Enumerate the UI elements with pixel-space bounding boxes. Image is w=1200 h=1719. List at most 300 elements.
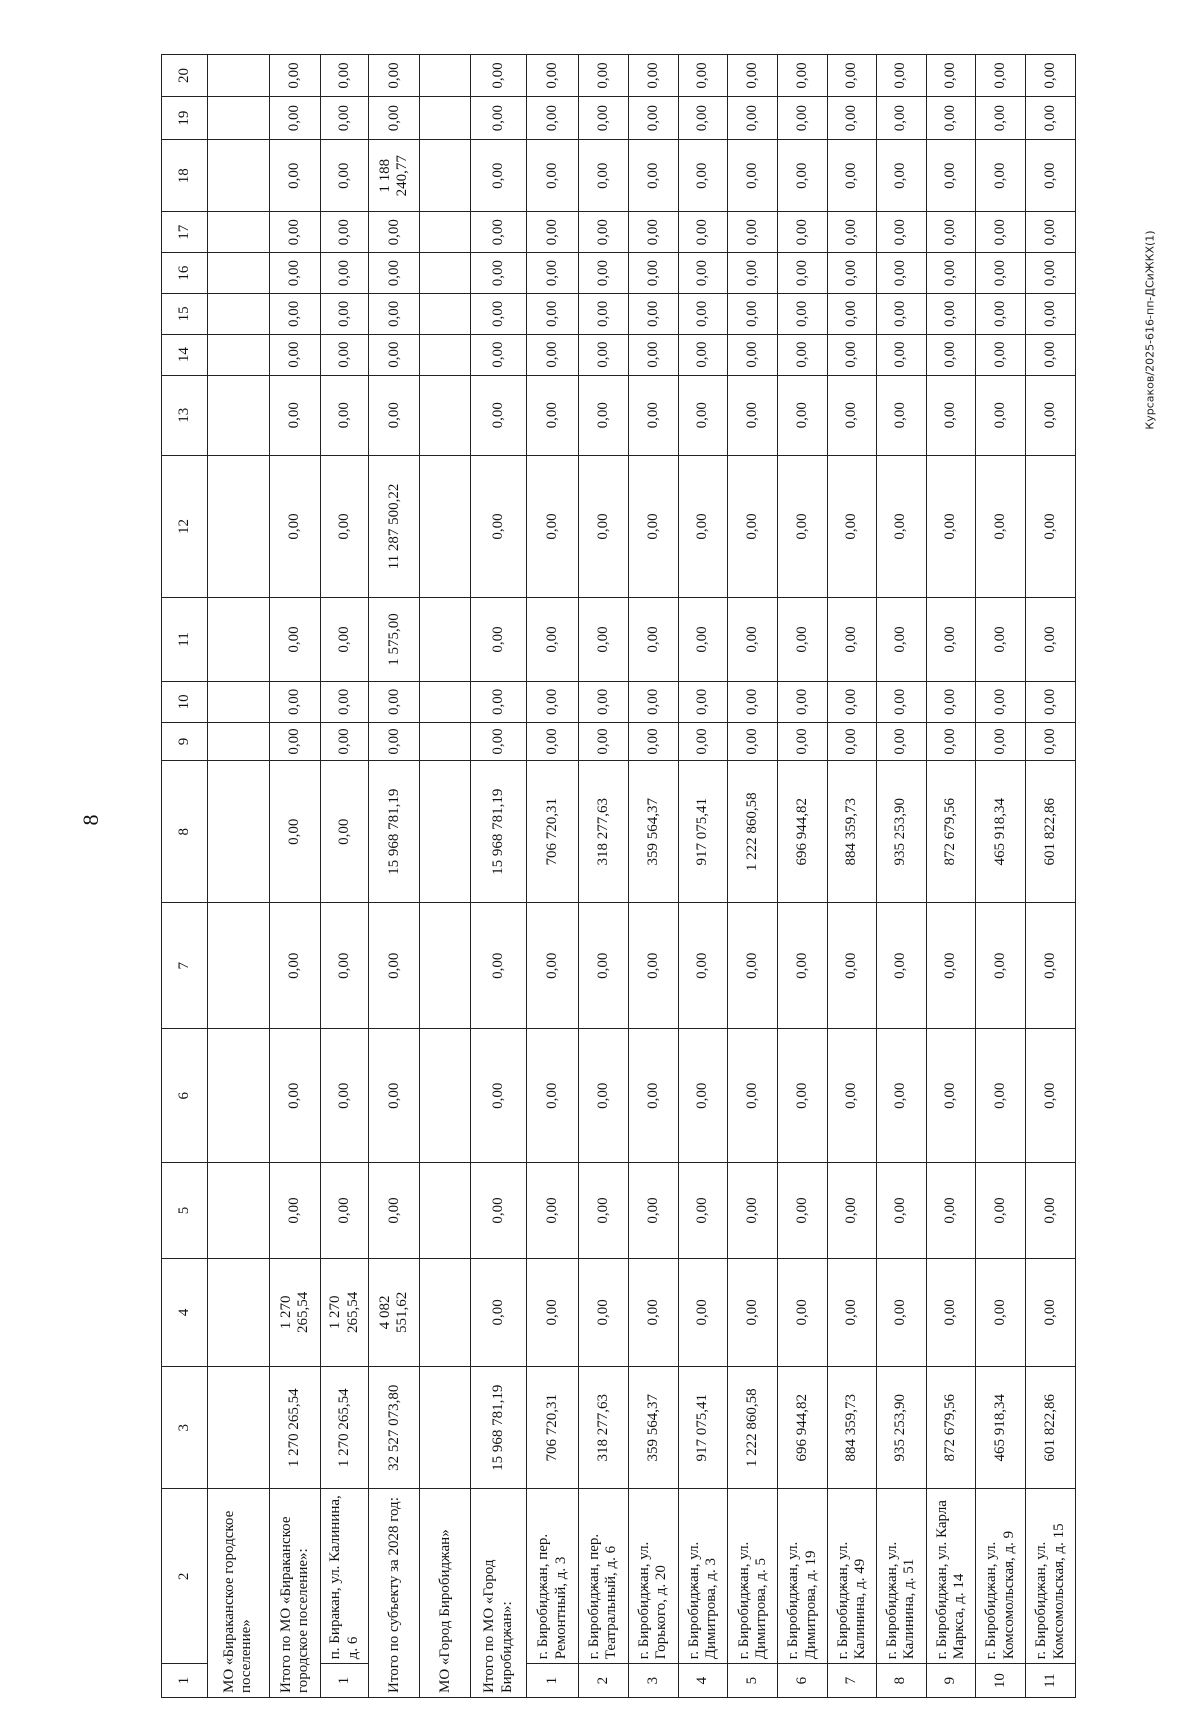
value-cell: 0,00 xyxy=(827,140,876,212)
value-cell: 0,00 xyxy=(678,455,728,597)
section-row xyxy=(207,55,269,1698)
empty-cell xyxy=(420,681,471,722)
row-number: 9 xyxy=(926,1664,976,1698)
value-cell: 0,00 xyxy=(628,455,678,597)
value-cell xyxy=(369,253,420,294)
value-cell xyxy=(369,681,420,722)
value-cell: 0,00 xyxy=(527,1029,579,1163)
table-header-row xyxy=(162,55,208,1698)
value-cell: 0,00 xyxy=(678,903,728,1029)
value-cell: 0,00 xyxy=(976,1258,1026,1366)
value-cell: 0,00 xyxy=(876,598,926,682)
value-cell xyxy=(628,681,678,722)
value-cell: 0,00 xyxy=(827,55,876,97)
value-cell: 1 222 860,58 xyxy=(728,761,778,903)
value-cell: 0,00 xyxy=(527,375,579,455)
value-cell xyxy=(320,722,369,760)
table-row xyxy=(976,55,1026,1698)
value-part: 0,00 xyxy=(335,219,352,246)
table-row xyxy=(320,55,369,1698)
value-part: 0,00 xyxy=(942,341,959,368)
value-part: 0,00 xyxy=(286,341,303,368)
value-part: 0,00 xyxy=(1041,259,1058,287)
value-cell: 0,00 xyxy=(728,375,778,455)
empty-cell xyxy=(420,1367,471,1489)
page-number: 8 xyxy=(78,814,103,826)
value-cell: 0,00 xyxy=(320,97,369,140)
table-row xyxy=(1026,55,1076,1698)
empty-cell xyxy=(207,293,269,334)
table-row xyxy=(926,55,976,1698)
empty-cell xyxy=(420,722,471,760)
document-reference-text: Курсаков/2025-616-пп-ДСиЖКХ(1) xyxy=(1143,230,1157,430)
empty-cell xyxy=(420,334,471,375)
value-part: 4 082 xyxy=(377,1295,394,1330)
value-part: 0,00 xyxy=(335,259,352,287)
value-cell: 0,00 xyxy=(1026,1258,1076,1366)
value-part: 0,00 xyxy=(543,728,560,755)
value-cell: 0,00 xyxy=(527,1163,579,1259)
row-number: 5 xyxy=(728,1664,778,1698)
value-cell: 0,00 xyxy=(578,1163,628,1259)
value-part: 0,00 xyxy=(843,300,860,327)
value-part: 0,00 xyxy=(942,259,959,287)
value-cell: 0,00 xyxy=(471,1258,527,1366)
value-cell: 0,00 xyxy=(678,97,728,140)
address-cell: г. Биробиджан, пер. Ремонтный, д. 3 xyxy=(527,1489,579,1664)
value-cell: 0,00 xyxy=(578,55,628,97)
value-cell: 0,00 xyxy=(926,375,976,455)
value-cell: 0,00 xyxy=(628,1258,678,1366)
total-row xyxy=(369,55,420,1698)
value-part: 0,00 xyxy=(594,259,611,287)
table-row xyxy=(827,55,876,1698)
value-cell: 0,00 xyxy=(926,97,976,140)
value-cell: 0,00 xyxy=(1026,97,1076,140)
value-cell: 465 918,34 xyxy=(976,1367,1026,1489)
value-part: 0,00 xyxy=(543,688,560,715)
value-part: 0,00 xyxy=(793,219,810,246)
value-cell xyxy=(628,212,678,253)
value-cell: 0,00 xyxy=(678,1258,728,1366)
column-number-header: 2 xyxy=(162,1489,208,1664)
value-cell: 0,00 xyxy=(778,375,828,455)
value-part: 0,00 xyxy=(694,300,711,327)
value-part: 0,00 xyxy=(843,259,860,287)
value-cell: 0,00 xyxy=(1026,598,1076,682)
value-cell: 0,00 xyxy=(728,97,778,140)
value-cell xyxy=(1026,212,1076,253)
value-cell xyxy=(369,212,420,253)
value-cell xyxy=(976,722,1026,760)
value-cell xyxy=(1026,681,1076,722)
empty-cell xyxy=(420,140,471,212)
value-cell: 0,00 xyxy=(728,55,778,97)
column-number-header: 15 xyxy=(162,293,208,334)
value-part: 0,00 xyxy=(793,688,810,715)
value-cell: 0,00 xyxy=(1026,140,1076,212)
value-cell: 0,00 xyxy=(369,375,420,455)
column-number-header: 7 xyxy=(162,903,208,1029)
total-label: Итого по МО «Город Биробиджан»: xyxy=(471,1489,527,1698)
column-number-header: 19 xyxy=(162,97,208,140)
value-part: 0,00 xyxy=(1041,219,1058,246)
column-number-header: 18 xyxy=(162,140,208,212)
value-part: 0,00 xyxy=(1041,688,1058,715)
value-cell: 0,00 xyxy=(578,1029,628,1163)
total-row xyxy=(269,55,320,1698)
empty-cell xyxy=(207,212,269,253)
value-cell: 0,00 xyxy=(678,140,728,212)
value-cell: 0,00 xyxy=(269,97,320,140)
value-cell: 0,00 xyxy=(527,1258,579,1366)
column-number-header: 12 xyxy=(162,455,208,597)
value-cell: 0,00 xyxy=(876,903,926,1029)
empty-cell xyxy=(207,1029,269,1163)
value-cell: 0,00 xyxy=(926,140,976,212)
value-cell: 0,00 xyxy=(728,903,778,1029)
value-cell: 0,00 xyxy=(778,598,828,682)
value-cell: 0,00 xyxy=(320,140,369,212)
empty-cell xyxy=(207,598,269,682)
value-part: 0,00 xyxy=(594,728,611,755)
value-cell: 0,00 xyxy=(269,598,320,682)
value-cell xyxy=(269,722,320,760)
value-cell xyxy=(926,334,976,375)
empty-cell xyxy=(420,97,471,140)
value-cell xyxy=(728,212,778,253)
value-cell: 318 277,63 xyxy=(578,1367,628,1489)
value-cell: 0,00 xyxy=(578,140,628,212)
value-cell: 0,00 xyxy=(320,903,369,1029)
value-part: 0,00 xyxy=(385,259,402,287)
table-row xyxy=(728,55,778,1698)
column-number-header: 9 xyxy=(162,722,208,760)
value-part: 0,00 xyxy=(942,219,959,246)
value-cell: 0,00 xyxy=(1026,375,1076,455)
empty-cell xyxy=(420,761,471,903)
value-cell: 15 968 781,19 xyxy=(471,761,527,903)
value-cell: 0,00 xyxy=(320,598,369,682)
value-cell: 0,00 xyxy=(778,140,828,212)
empty-cell xyxy=(420,293,471,334)
value-part: 0,00 xyxy=(543,300,560,327)
value-cell: 0,00 xyxy=(876,140,926,212)
value-cell xyxy=(578,253,628,294)
column-number-header: 14 xyxy=(162,334,208,375)
value-cell xyxy=(471,681,527,722)
value-cell: 0,00 xyxy=(1026,455,1076,597)
address-cell: г. Биробиджан, ул. Калинина, д. 49 xyxy=(827,1489,876,1664)
address-cell: г. Биробиджан, ул. Комсомольская, д. 15 xyxy=(1026,1489,1076,1664)
value-cell xyxy=(269,1258,320,1366)
value-cell: 0,00 xyxy=(628,1163,678,1259)
value-cell xyxy=(1026,293,1076,334)
value-cell xyxy=(876,212,926,253)
value-part: 240,77 xyxy=(394,155,411,197)
address-cell: г. Биробиджан, пер. Театральный, д. 6 xyxy=(578,1489,628,1664)
row-number: 3 xyxy=(628,1664,678,1698)
value-cell xyxy=(628,722,678,760)
value-cell: 0,00 xyxy=(369,1029,420,1163)
value-cell: 0,00 xyxy=(628,598,678,682)
value-cell: 696 944,82 xyxy=(778,761,828,903)
value-cell xyxy=(926,681,976,722)
value-cell xyxy=(471,253,527,294)
value-cell: 696 944,82 xyxy=(778,1367,828,1489)
row-number: 1 xyxy=(527,1664,579,1698)
empty-cell xyxy=(207,55,269,97)
value-cell xyxy=(827,253,876,294)
value-part: 0,00 xyxy=(744,688,761,715)
value-cell xyxy=(926,722,976,760)
value-part: 0,00 xyxy=(992,300,1009,327)
address-cell: г. Биробиджан, ул. Горького, д. 20 xyxy=(628,1489,678,1664)
value-part: 0,00 xyxy=(594,341,611,368)
value-cell: 0,00 xyxy=(876,1163,926,1259)
value-cell xyxy=(1026,253,1076,294)
value-cell: 601 822,86 xyxy=(1026,1367,1076,1489)
value-cell xyxy=(369,334,420,375)
value-cell: 0,00 xyxy=(976,140,1026,212)
value-part: 0,00 xyxy=(335,341,352,368)
value-cell: 0,00 xyxy=(827,1029,876,1163)
column-number-header: 10 xyxy=(162,681,208,722)
row-number: 2 xyxy=(578,1664,628,1698)
value-part: 0,00 xyxy=(1041,341,1058,368)
empty-cell xyxy=(207,253,269,294)
value-cell xyxy=(320,334,369,375)
value-part: 0,00 xyxy=(942,728,959,755)
value-cell: 0,00 xyxy=(778,903,828,1029)
value-cell xyxy=(320,253,369,294)
row-number: 8 xyxy=(876,1664,926,1698)
value-part: 265,54 xyxy=(294,1291,311,1334)
rotated-table-frame xyxy=(161,54,1076,1698)
row-number: 11 xyxy=(1026,1664,1076,1698)
value-cell: 0,00 xyxy=(471,598,527,682)
value-cell xyxy=(976,334,1026,375)
value-cell xyxy=(369,1258,420,1366)
value-cell: 0,00 xyxy=(1026,55,1076,97)
value-cell xyxy=(471,334,527,375)
value-cell: 0,00 xyxy=(678,375,728,455)
value-cell: 0,00 xyxy=(728,1258,778,1366)
value-cell: 0,00 xyxy=(1026,903,1076,1029)
empty-cell xyxy=(207,455,269,597)
value-cell xyxy=(678,212,728,253)
value-cell: 0,00 xyxy=(976,1029,1026,1163)
value-cell: 0,00 xyxy=(678,598,728,682)
value-cell: 0,00 xyxy=(578,598,628,682)
value-cell xyxy=(728,253,778,294)
value-cell: 0,00 xyxy=(1026,1163,1076,1259)
value-cell xyxy=(1026,334,1076,375)
value-part: 0,00 xyxy=(644,728,661,755)
value-cell xyxy=(678,334,728,375)
value-cell: 0,00 xyxy=(976,1163,1026,1259)
value-cell: 0,00 xyxy=(778,455,828,597)
value-part: 0,00 xyxy=(385,341,402,368)
value-cell: 0,00 xyxy=(471,140,527,212)
value-cell: 0,00 xyxy=(678,1029,728,1163)
value-part: 0,00 xyxy=(793,341,810,368)
value-cell: 0,00 xyxy=(876,375,926,455)
value-cell: 0,00 xyxy=(926,1258,976,1366)
value-cell xyxy=(471,293,527,334)
empty-cell xyxy=(207,1258,269,1366)
value-cell: 0,00 xyxy=(926,1029,976,1163)
value-part: 0,00 xyxy=(335,688,352,715)
value-cell: 0,00 xyxy=(926,455,976,597)
empty-cell xyxy=(207,334,269,375)
empty-cell xyxy=(207,722,269,760)
value-part: 0,00 xyxy=(992,341,1009,368)
value-cell: 884 359,73 xyxy=(827,1367,876,1489)
value-cell xyxy=(976,212,1026,253)
value-cell xyxy=(369,293,420,334)
value-part: 0,00 xyxy=(793,300,810,327)
empty-cell xyxy=(207,903,269,1029)
row-number: 1 xyxy=(320,1664,369,1698)
value-cell: 0,00 xyxy=(926,903,976,1029)
column-number-header: 8 xyxy=(162,761,208,903)
document-reference-label xyxy=(1138,180,1162,480)
value-cell: 0,00 xyxy=(876,455,926,597)
value-part: 0,00 xyxy=(843,341,860,368)
address-cell: г. Биробиджан, ул. Калинина, д. 51 xyxy=(876,1489,926,1664)
value-cell: 0,00 xyxy=(976,55,1026,97)
value-part: 0,00 xyxy=(489,259,506,287)
value-cell: 706 720,31 xyxy=(527,1367,579,1489)
value-cell xyxy=(926,253,976,294)
value-cell xyxy=(471,212,527,253)
value-part: 0,00 xyxy=(286,300,303,327)
value-cell xyxy=(527,334,579,375)
value-part: 265,54 xyxy=(344,1291,361,1334)
value-cell xyxy=(527,722,579,760)
section-title: МО «Город Биробиджан» xyxy=(420,1489,471,1698)
value-cell: 0,00 xyxy=(269,375,320,455)
value-cell xyxy=(578,293,628,334)
value-cell xyxy=(778,253,828,294)
section-title: МО «Бираканское городское поселение» xyxy=(207,1489,269,1698)
value-cell: 0,00 xyxy=(827,598,876,682)
value-cell: 0,00 xyxy=(369,903,420,1029)
value-cell: 0,00 xyxy=(269,1163,320,1259)
value-cell xyxy=(269,293,320,334)
value-part: 0,00 xyxy=(286,219,303,246)
value-part: 0,00 xyxy=(1041,728,1058,755)
value-part: 1 270 xyxy=(277,1295,294,1330)
value-cell: 0,00 xyxy=(628,97,678,140)
value-cell: 0,00 xyxy=(269,55,320,97)
value-cell xyxy=(628,293,678,334)
value-cell xyxy=(578,681,628,722)
value-cell: 917 075,41 xyxy=(678,1367,728,1489)
value-cell xyxy=(827,681,876,722)
value-cell xyxy=(320,212,369,253)
value-cell: 465 918,34 xyxy=(976,761,1026,903)
value-cell: 0,00 xyxy=(827,97,876,140)
value-cell xyxy=(827,722,876,760)
value-cell xyxy=(876,681,926,722)
table-row xyxy=(527,55,579,1698)
value-cell: 0,00 xyxy=(369,1163,420,1259)
budget-table xyxy=(161,54,1076,1698)
table-row xyxy=(876,55,926,1698)
column-number-header: 13 xyxy=(162,375,208,455)
value-cell: 318 277,63 xyxy=(578,761,628,903)
value-cell xyxy=(678,253,728,294)
value-part: 0,00 xyxy=(892,728,909,755)
value-cell: 0,00 xyxy=(926,55,976,97)
value-part: 0,00 xyxy=(594,688,611,715)
table-container xyxy=(161,54,1076,1698)
column-number-header: 20 xyxy=(162,55,208,97)
row-number: 10 xyxy=(976,1664,1026,1698)
address-cell: г. Биробиджан, ул. Димитрова, д. 3 xyxy=(678,1489,728,1664)
value-cell xyxy=(269,334,320,375)
value-cell: 0,00 xyxy=(527,140,579,212)
value-cell xyxy=(778,681,828,722)
value-cell xyxy=(628,334,678,375)
value-part: 0,00 xyxy=(644,688,661,715)
value-cell: 0,00 xyxy=(269,903,320,1029)
row-number: 6 xyxy=(778,1664,828,1698)
value-cell: 872 679,56 xyxy=(926,761,976,903)
value-cell: 1 575,00 xyxy=(369,598,420,682)
value-cell xyxy=(320,1258,369,1366)
value-part: 0,00 xyxy=(892,341,909,368)
value-cell: 0,00 xyxy=(369,97,420,140)
value-cell xyxy=(527,212,579,253)
value-part: 0,00 xyxy=(744,341,761,368)
value-cell: 0,00 xyxy=(269,761,320,903)
value-part: 0,00 xyxy=(644,219,661,246)
value-cell: 0,00 xyxy=(628,903,678,1029)
column-number-header: 17 xyxy=(162,212,208,253)
value-part: 0,00 xyxy=(489,688,506,715)
value-cell xyxy=(778,334,828,375)
value-cell: 0,00 xyxy=(728,1163,778,1259)
value-part: 1 188 xyxy=(377,158,394,193)
empty-cell xyxy=(207,375,269,455)
value-part: 0,00 xyxy=(992,219,1009,246)
value-cell: 0,00 xyxy=(876,1258,926,1366)
value-cell: 32 527 073,80 xyxy=(369,1367,420,1489)
value-part: 0,00 xyxy=(594,300,611,327)
value-cell: 0,00 xyxy=(976,903,1026,1029)
value-cell xyxy=(1026,722,1076,760)
value-cell: 935 253,90 xyxy=(876,761,926,903)
value-cell xyxy=(369,140,420,212)
value-cell: 0,00 xyxy=(728,140,778,212)
value-part: 0,00 xyxy=(744,219,761,246)
value-cell xyxy=(926,293,976,334)
value-cell: 0,00 xyxy=(728,1029,778,1163)
value-cell xyxy=(926,212,976,253)
value-part: 0,00 xyxy=(644,259,661,287)
value-cell: 359 564,37 xyxy=(628,1367,678,1489)
value-cell xyxy=(728,334,778,375)
empty-cell xyxy=(207,140,269,212)
value-part: 0,00 xyxy=(644,341,661,368)
column-number-header: 6 xyxy=(162,1029,208,1163)
table-row xyxy=(628,55,678,1698)
row-number: 4 xyxy=(678,1664,728,1698)
value-cell xyxy=(876,722,926,760)
